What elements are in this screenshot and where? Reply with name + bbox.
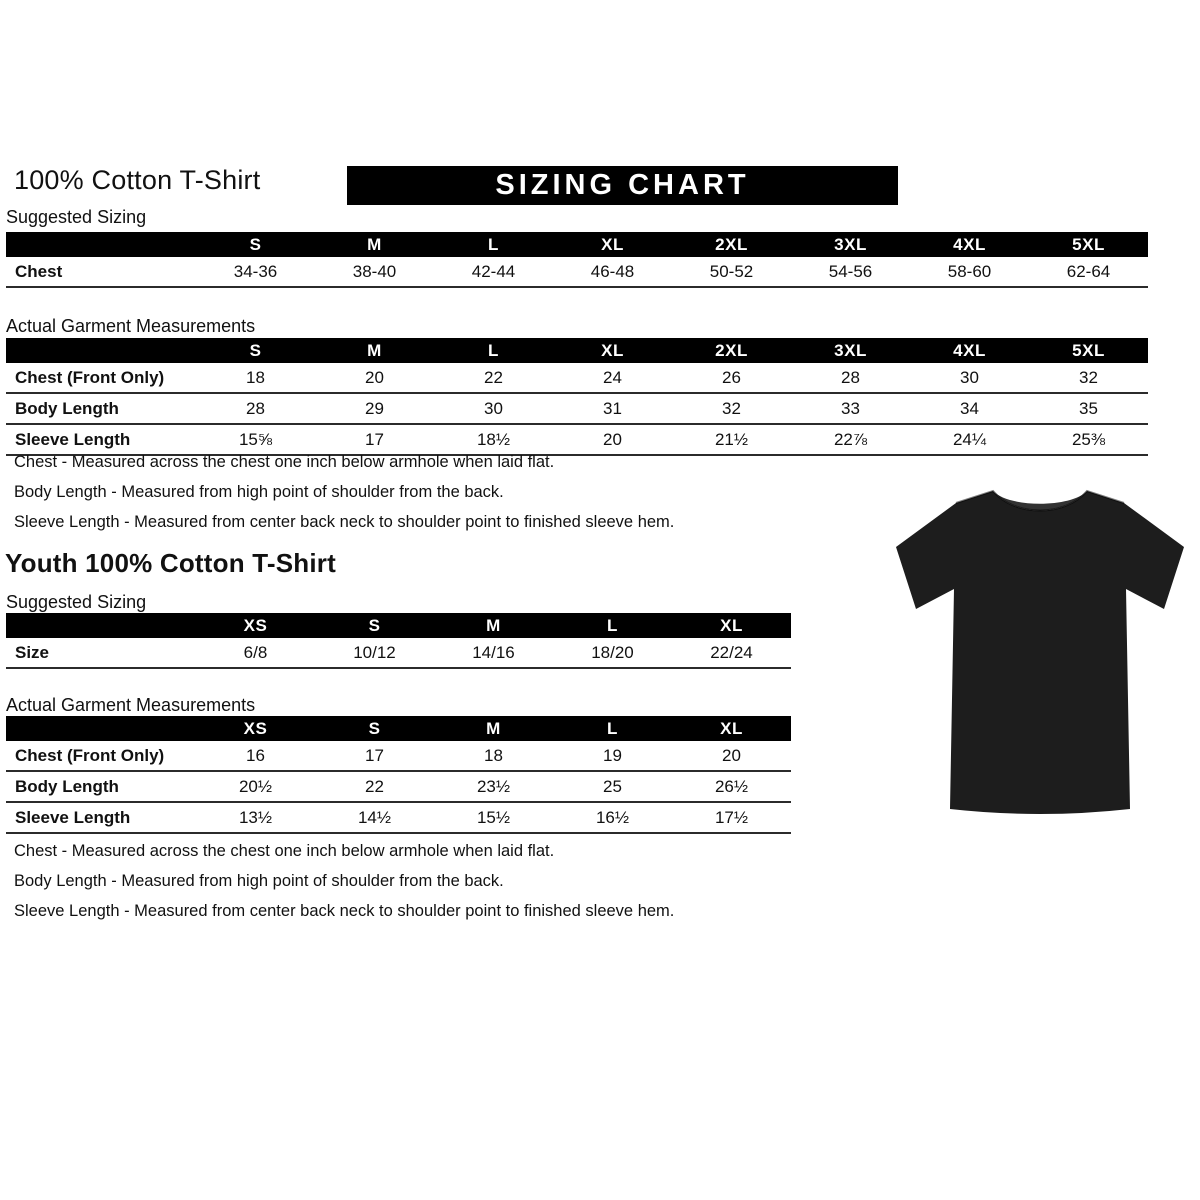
adult-actual-measurements-label: Actual Garment Measurements [6,316,256,336]
measurement-cell: 14/16 [434,638,553,668]
table-header-row [6,338,1148,363]
size-column-header: S [196,338,315,363]
youth-section-title: Youth 100% Cotton T-Shirt [5,548,336,578]
row-label: Body Length [6,393,196,424]
note-chest: Chest - Measured across the chest one inch below armhole when laid flat. [14,842,555,860]
adult-actual-measurements-table [6,338,1148,456]
youth-suggested-sizing-label: Suggested Sizing [6,592,147,612]
note-body-length: Body Length - Measured from high point of shoulder from the back. [14,483,504,501]
measurement-cell: 26½ [672,771,791,802]
measurement-cell: 26 [672,363,791,393]
size-column-header: XL [672,613,791,638]
measurement-cell: 10/12 [315,638,434,668]
measurement-cell: 14½ [315,802,434,833]
measurement-cell: 16½ [553,802,672,833]
row-label: Size [6,638,196,668]
size-column-header: S [196,232,315,257]
size-column-header: 2XL [672,338,791,363]
size-column-header: 3XL [791,338,910,363]
measurement-cell: 18 [434,741,553,771]
measurement-cell: 13½ [196,802,315,833]
size-column-header: XL [672,716,791,741]
size-column-header: 2XL [672,232,791,257]
measurement-cell: 17 [315,741,434,771]
size-column-header: 3XL [791,232,910,257]
table-header-row [6,716,791,741]
measurement-cell: 34 [910,393,1029,424]
row-label: Sleeve Length [6,424,196,455]
table-row [6,257,1148,287]
size-column-header: L [553,716,672,741]
table-row [6,771,791,802]
measurement-cell: 25⅜ [1029,424,1148,455]
row-label: Chest [6,257,196,287]
measurement-cell: 20½ [196,771,315,802]
measurement-cell: 19 [553,741,672,771]
measurement-cell: 20 [672,741,791,771]
size-column-header: 4XL [910,232,1029,257]
measurement-cell: 34-36 [196,257,315,287]
table-row [6,363,1148,393]
row-label-header [6,613,196,638]
measurement-cell: 28 [791,363,910,393]
note-chest: Chest - Measured across the chest one inch below armhole when laid flat. [14,453,555,471]
row-label: Chest (Front Only) [6,741,196,771]
measurement-cell: 33 [791,393,910,424]
measurement-cell: 50-52 [672,257,791,287]
measurement-cell: 32 [672,393,791,424]
size-column-header: M [315,338,434,363]
size-column-header: L [553,613,672,638]
row-label-header [6,232,196,257]
table-row [6,424,1148,455]
youth-measurement-notes [14,842,674,932]
measurement-cell: 38-40 [315,257,434,287]
youth-suggested-sizing-table [6,613,791,669]
measurement-cell: 6/8 [196,638,315,668]
note-body-length: Body Length - Measured from high point of shoulder from the back. [14,872,504,890]
measurement-cell: 18/20 [553,638,672,668]
measurement-cell: 17 [315,424,434,455]
measurement-cell: 18 [196,363,315,393]
adult-suggested-sizing-label: Suggested Sizing [6,207,147,227]
size-column-header: XS [196,613,315,638]
measurement-cell: 22⅞ [791,424,910,455]
measurement-cell: 24 [553,363,672,393]
measurement-cell: 62-64 [1029,257,1148,287]
size-column-header: M [434,613,553,638]
youth-actual-measurements-table [6,716,791,834]
sizing-chart-banner-label: SIZING CHART [495,169,750,201]
table-row [6,638,791,668]
measurement-cell: 30 [434,393,553,424]
size-column-header: XL [553,338,672,363]
page-title: 100% Cotton T-Shirt [14,165,261,195]
row-label-header [6,716,196,741]
measurement-cell: 24¼ [910,424,1029,455]
measurement-cell: 20 [315,363,434,393]
size-column-header: S [315,716,434,741]
size-column-header: M [434,716,553,741]
note-sleeve-length: Sleeve Length - Measured from center back neck to shoulder point to finished sleeve hem. [14,902,675,920]
size-column-header: L [434,338,553,363]
size-column-header: 5XL [1029,232,1148,257]
measurement-cell: 22 [434,363,553,393]
measurement-cell: 35 [1029,393,1148,424]
measurement-cell: 25 [553,771,672,802]
measurement-cell: 30 [910,363,1029,393]
measurement-cell: 28 [196,393,315,424]
size-column-header: 5XL [1029,338,1148,363]
measurement-cell: 18½ [434,424,553,455]
row-label: Chest (Front Only) [6,363,196,393]
sizing-chart-banner [347,166,898,205]
adult-measurement-notes [14,453,674,543]
row-label: Sleeve Length [6,802,196,833]
measurement-cell: 20 [553,424,672,455]
measurement-cell: 54-56 [791,257,910,287]
measurement-cell: 31 [553,393,672,424]
measurement-cell: 15⅝ [196,424,315,455]
table-row [6,802,791,833]
note-sleeve-length: Sleeve Length - Measured from center back neck to shoulder point to finished sleeve hem. [14,513,675,531]
table-header-row [6,232,1148,257]
size-column-header: L [434,232,553,257]
measurement-cell: 17½ [672,802,791,833]
measurement-cell: 29 [315,393,434,424]
tshirt-product-image [890,477,1190,825]
size-column-header: M [315,232,434,257]
size-column-header: XS [196,716,315,741]
size-column-header: S [315,613,434,638]
size-column-header: XL [553,232,672,257]
row-label: Body Length [6,771,196,802]
measurement-cell: 58-60 [910,257,1029,287]
measurement-cell: 15½ [434,802,553,833]
measurement-cell: 21½ [672,424,791,455]
table-row [6,393,1148,424]
measurement-cell: 46-48 [553,257,672,287]
measurement-cell: 23½ [434,771,553,802]
measurement-cell: 16 [196,741,315,771]
table-header-row [6,613,791,638]
measurement-cell: 22/24 [672,638,791,668]
table-row [6,741,791,771]
adult-suggested-sizing-table [6,232,1148,288]
size-column-header: 4XL [910,338,1029,363]
measurement-cell: 42-44 [434,257,553,287]
measurement-cell: 32 [1029,363,1148,393]
youth-actual-measurements-label: Actual Garment Measurements [6,695,256,715]
row-label-header [6,338,196,363]
measurement-cell: 22 [315,771,434,802]
tshirt-graphic [890,477,1190,825]
